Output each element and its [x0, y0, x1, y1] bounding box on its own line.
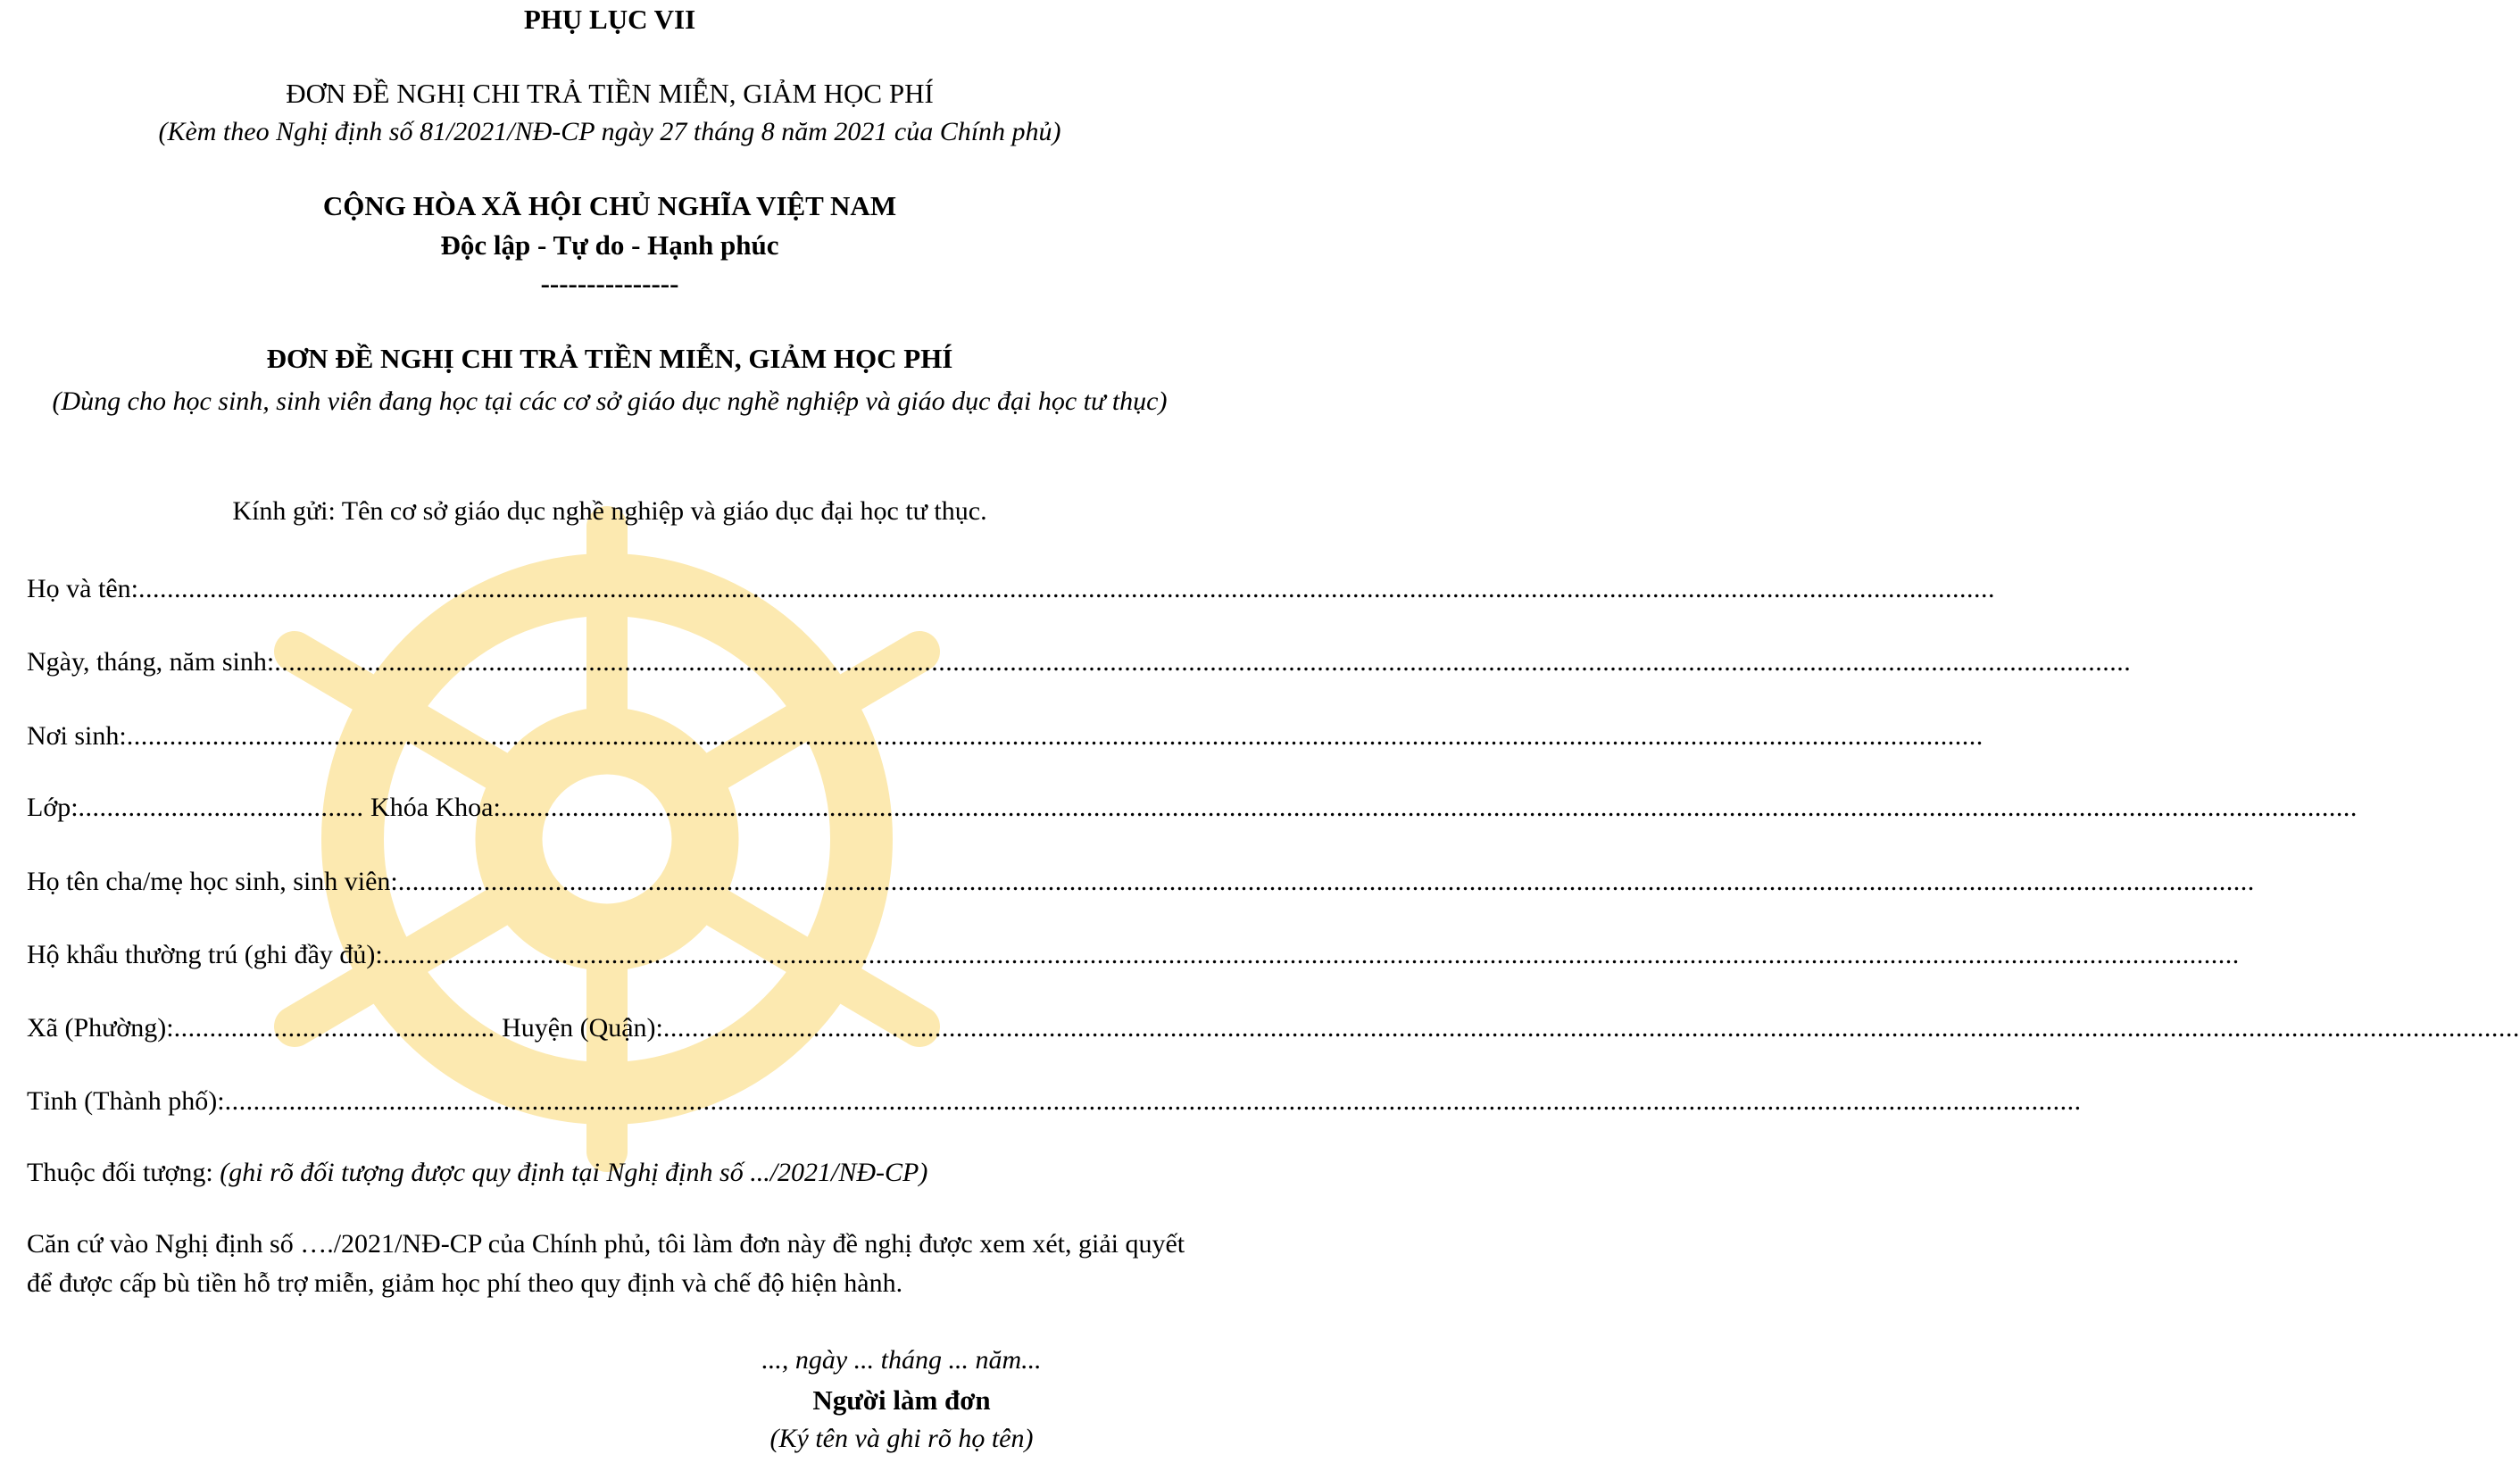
fill-dots: ........................................ [78, 793, 364, 822]
fill-dots: .................................................................................................................................................................................................................................................................... [224, 1086, 2082, 1116]
fill-dots: .................................................................................................................................................................................................................................................................... [126, 721, 1984, 751]
province-field[interactable] [27, 1084, 2082, 1119]
class-label: Lớp: [27, 793, 79, 822]
birth-date-field[interactable] [27, 644, 2132, 680]
category-label: Thuộc đối tượng: [27, 1158, 213, 1187]
birth-place-label: Nơi sinh: [27, 721, 127, 751]
signature-instruction: (Ký tên và ghi rõ họ tên) [769, 1424, 1034, 1453]
province-label: Tỉnh (Thành phố): [27, 1086, 225, 1116]
commune-label: Xã (Phường): [27, 1013, 174, 1043]
faculty-label: Khóa Khoa: [370, 793, 501, 822]
birth-date-label: Ngày, tháng, năm sinh: [27, 647, 275, 677]
annex-title: PHỤ LỤC VII [523, 4, 696, 35]
parent-name-field[interactable] [27, 864, 2255, 900]
fill-dots: .................................................................................................................................................................................................................................................................... [274, 647, 2132, 677]
full-name-field[interactable] [27, 571, 1995, 607]
category-note: (ghi rõ đối tượng được quy định tại Nghị định số .../2021/NĐ-CP) [220, 1158, 928, 1187]
separator: --------------- [540, 268, 679, 299]
form-title: ĐƠN ĐỀ NGHỊ CHI TRẢ TIỀN MIỄN, GIẢM HỌC PHÍ [266, 343, 953, 374]
full-name-label: Họ và tên: [27, 574, 138, 603]
fill-dots: .................................................................................................................................................................................................................................................................... [662, 1013, 2520, 1043]
signature-date-line: ..., ngày ... tháng ... năm... [761, 1345, 1042, 1375]
permanent-residence-field[interactable] [27, 937, 2240, 973]
commune-district-field[interactable] [27, 1010, 2520, 1046]
class-faculty-field[interactable] [27, 790, 2358, 826]
form-title-upper: ĐƠN ĐỀ NGHỊ CHI TRẢ TIỀN MIỄN, GIẢM HỌC PHÍ [286, 78, 934, 109]
fill-dots: .................................................................................................................................................................................................................................................................... [397, 867, 2255, 896]
parent-name-label: Họ tên cha/mẹ học sinh, sinh viên: [27, 867, 398, 896]
permanent-residence-label: Hộ khẩu thường trú (ghi đầy đủ): [27, 940, 383, 969]
birth-place-field[interactable] [27, 719, 1984, 754]
request-paragraph: Căn cứ vào Nghị định số …./2021/NĐ-CP của Chính phủ, tôi làm đơn này đề nghị được xem xét, giải quyết để được cấp bù tiền hỗ trợ miễn, giảm học phí theo quy định và chế độ hiện hành. [27, 1229, 1185, 1298]
motto: Độc lập - Tự do - Hạnh phúc [440, 229, 779, 261]
attached-note: (Kèm theo Nghị định số 81/2021/NĐ-CP ngày 27 tháng 8 năm 2021 của Chính phủ) [158, 117, 1061, 146]
recipient-line: Kính gửi: Tên cơ sở giáo dục nghề nghiệp và giáo dục đại học tư thục. [232, 496, 987, 526]
fill-dots: .................................................................................................................................................................................................................................................................... [137, 574, 1995, 603]
national-title: CỘNG HÒA XÃ HỘI CHỦ NGHĨA VIỆT NAM [322, 190, 897, 221]
fill-dots: ............................................. [173, 1013, 495, 1043]
category-field [27, 1155, 1098, 1191]
signer-title: Người làm đơn [812, 1384, 991, 1416]
fill-dots: .................................................................................................................................................................................................................................................................... [500, 793, 2358, 822]
district-label: Huyện (Quận): [502, 1013, 663, 1043]
form-subtitle: (Dùng cho học sinh, sinh viên đang học tại các cơ sở giáo dục nghề nghiệp và giáo dục đại học tư thục) [52, 386, 1168, 416]
fill-dots: .................................................................................................................................................................................................................................................................... [382, 940, 2240, 969]
